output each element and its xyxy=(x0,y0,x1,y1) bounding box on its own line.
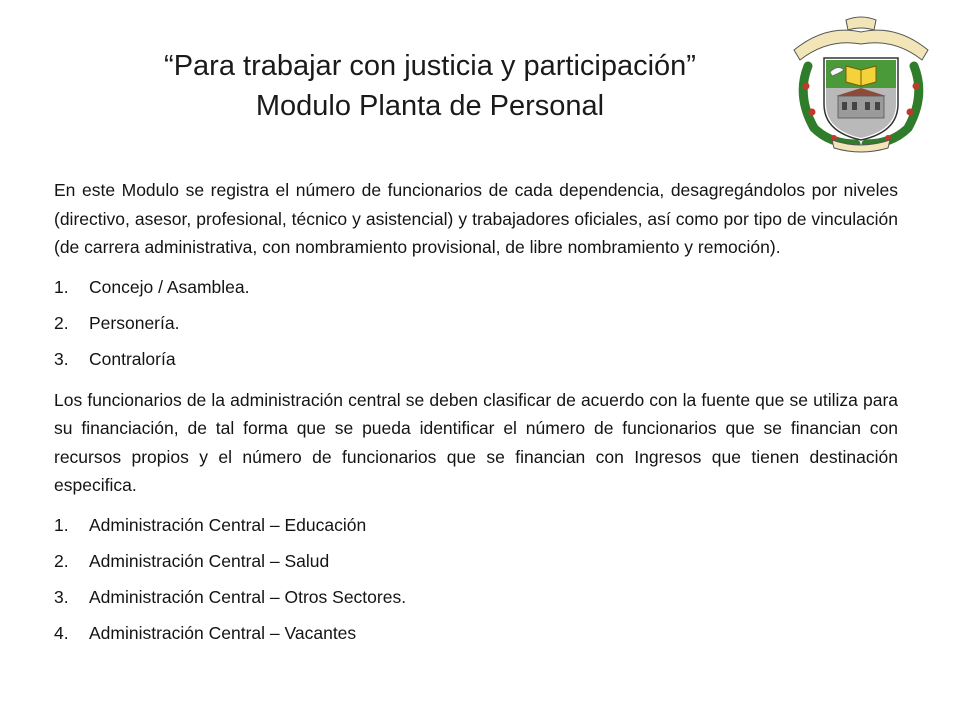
list-item-number: 3. xyxy=(54,349,69,370)
list-item-text: Administración Central – Vacantes xyxy=(89,623,357,644)
list-item-text: Contraloría xyxy=(89,349,176,370)
list-item-text: Administración Central – Otros Sectores. xyxy=(89,587,407,608)
list-item xyxy=(54,270,898,306)
intro-paragraph: En este Modulo se registra el número de funcionarios de cada dependencia, desagregándolos por niveles (directivo, asesor, profesional, técnico y asistencial) y trabajadores oficiales, así como por tipo de vinculación (de carrera administrativa, con nombramiento provisional, de libre nombramiento y remoción). xyxy=(54,180,898,257)
title-line-2: Modulo Planta de Personal xyxy=(255,90,605,122)
list-item xyxy=(54,544,898,580)
dependency-list xyxy=(54,270,898,378)
central-administration-list xyxy=(54,508,898,652)
list-item-text: Personería. xyxy=(89,313,180,334)
slide-body xyxy=(54,176,898,660)
list-item-text: Administración Central – Salud xyxy=(89,551,330,572)
list-item-number: 2. xyxy=(54,313,69,334)
municipal-coat-of-arms-icon xyxy=(786,16,936,154)
list-item-text: Concejo / Asamblea. xyxy=(89,277,250,298)
list-item-text: Administración Central – Educación xyxy=(89,515,367,536)
list-item-number: 2. xyxy=(54,551,69,572)
list-item-number: 1. xyxy=(54,515,69,536)
list-item xyxy=(54,580,898,616)
list-item xyxy=(54,616,898,652)
financing-paragraph: Los funcionarios de la administración central se deben clasificar de acuerdo con la fuente que se utiliza para su financiación, de tal forma que se pueda identificar el número de funcionarios que se financian con recursos propios y el número de funcionarios que se financian con Ingresos que tienen destinación especifica. xyxy=(54,389,898,495)
slide-title xyxy=(60,46,800,126)
list-item-number: 3. xyxy=(54,587,69,608)
list-item xyxy=(54,508,898,544)
list-item xyxy=(54,342,898,378)
list-item-number: 4. xyxy=(54,623,69,644)
title-line-1: “Para trabajar con justicia y participación” xyxy=(164,50,696,82)
list-item-number: 1. xyxy=(54,277,69,298)
list-item xyxy=(54,306,898,342)
